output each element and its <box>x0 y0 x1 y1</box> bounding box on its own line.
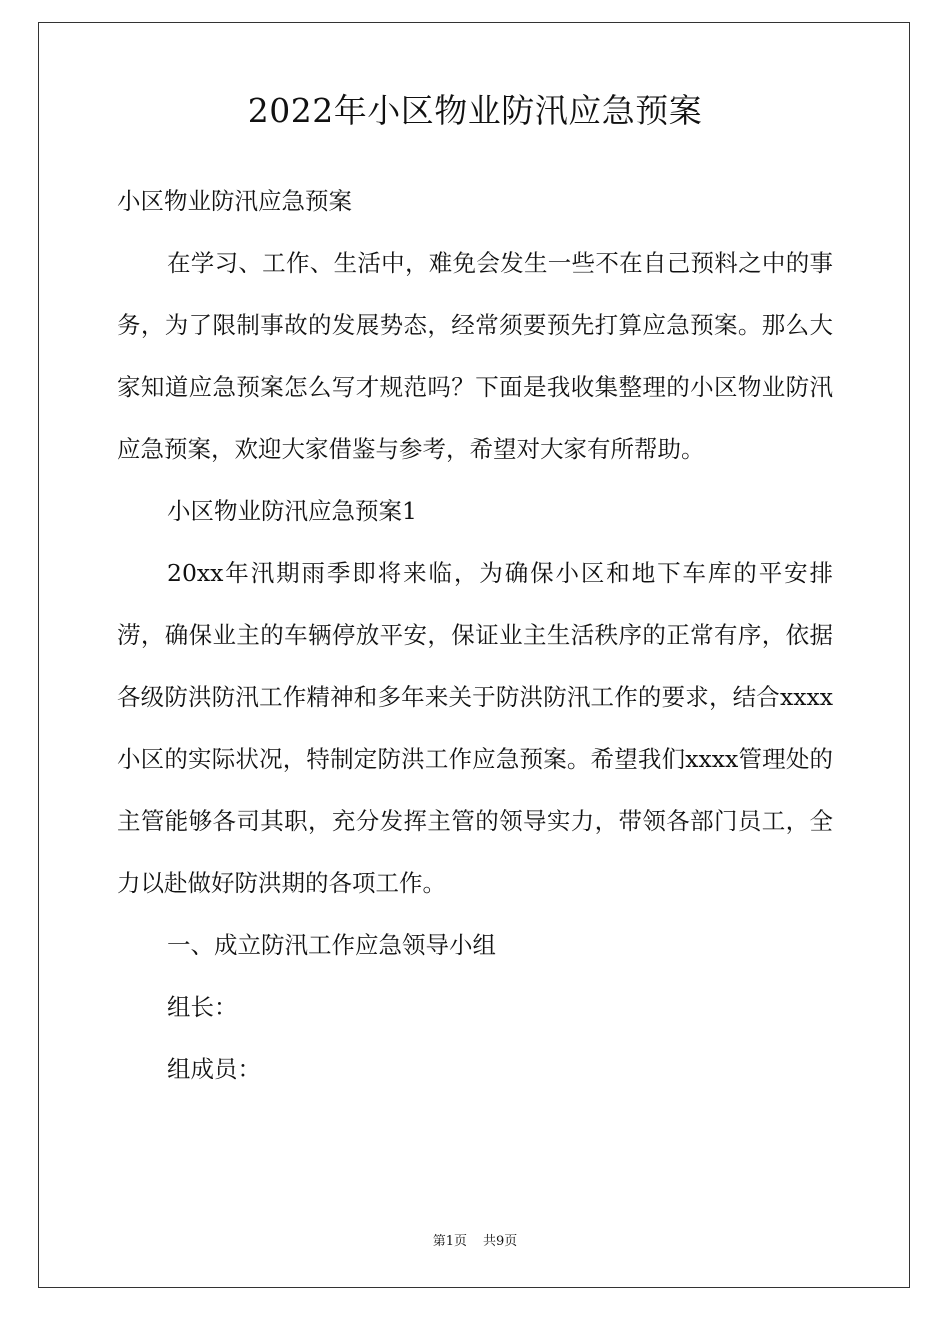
page-footer <box>0 1232 950 1252</box>
section-heading: 小区物业防汛应急预案1 <box>167 497 417 525</box>
list-heading: 一、成立防汛工作应急领导小组 <box>167 931 496 959</box>
intro-paragraph: 在学习、工作、生活中，难免会发生一些不在自己预料之中的事务，为了限制事故的发展势态，经常须要预先打算应急预案。那么大家知道应急预案怎么写才规范吗？下面是我收集整理的小区物业防汛应急预案，欢迎大家借鉴与参考，希望对大家有所帮助。 <box>117 249 833 463</box>
document-body <box>117 170 833 1100</box>
subtitle-paragraph: 小区物业防汛应急预案 <box>117 187 352 215</box>
body-paragraph: 20xx年汛期雨季即将来临，为确保小区和地下车库的平安排涝，确保业主的车辆停放平安，保证业主生活秩序的正常有序，依据各级防洪防汛工作精神和多年来关于防洪防汛工作的要求，结合xxxx小区的实际状况，特制定防洪工作应急预案。希望我们xxxx管理处的主管能够各司其职，充分发挥主管的领导实力，带领各部门员工，全力以赴做好防洪期的各项工作。 <box>117 559 833 897</box>
page-number: 第1页 <box>432 1234 467 1249</box>
members-line: 组成员： <box>167 1055 261 1083</box>
leader-line: 组长： <box>167 993 238 1021</box>
page-total: 共9页 <box>483 1234 518 1249</box>
document-title: 2022年小区物业防汛应急预案 <box>247 91 703 130</box>
